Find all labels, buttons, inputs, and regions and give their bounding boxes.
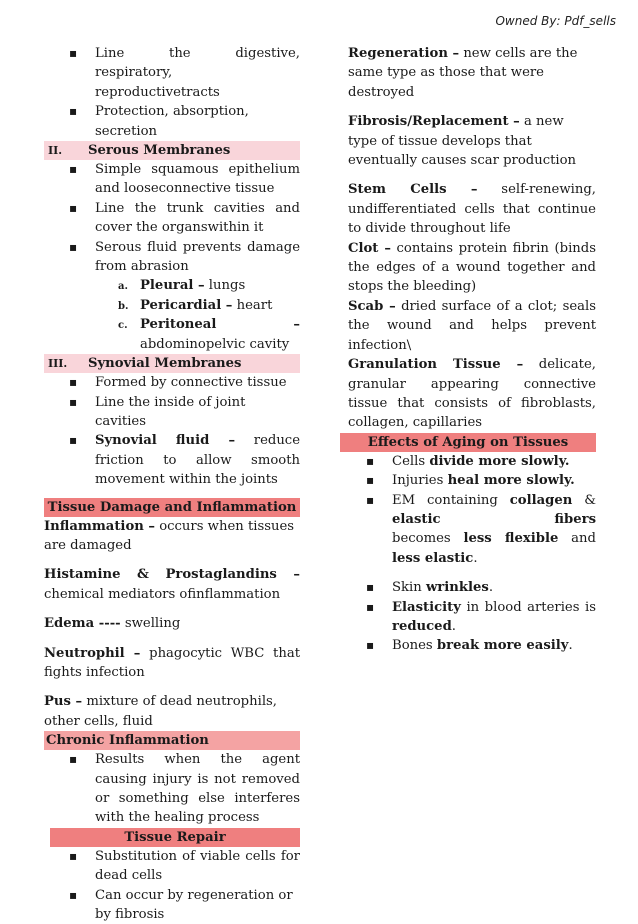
term: Stem Cells – [348,182,478,198]
term: Neutrophil – [44,645,141,661]
text: becomes [392,531,451,547]
emphasis: divide more slowly. [429,453,570,469]
definition: swelling [124,616,181,632]
term: Scab – [348,298,396,314]
definition: self-renewing, undifferentiated cells that continue to divide throughout life [348,182,596,237]
list-item: ▪ Simple squamous epithelium and looseconnective tissue [44,160,300,199]
sub-item-pleural [44,276,300,295]
list-item [348,491,596,569]
text: Bones [392,638,433,654]
text: Skin [392,580,422,596]
definition: chemical mediators ofinflammation [44,586,281,602]
section-header-aging: Effects of Aging on Tissues [340,433,596,452]
emphasis: heal more slowly. [447,473,575,489]
definition-histamine [44,565,300,604]
definition-fibrosis [348,112,596,170]
definition: reduce friction to allow smooth movement within the joints [95,433,300,488]
section-header-synovial [44,354,300,373]
definition-pus [44,692,300,731]
text: . [568,638,573,654]
emphasis: less elastic [392,550,474,566]
list-item: ▪ Line the trunk cavities and cover the organswithin it [44,199,300,238]
term: Peritoneal [140,317,217,333]
text: in blood arteries is [466,599,596,615]
section-header-chronic: Chronic Inflammation [44,731,300,750]
left-column [44,44,300,924]
emphasis: elastic fibers [392,511,596,527]
term: Edema ---- [44,616,121,632]
owner-watermark: Owned By: Pdf_sells [495,14,616,28]
list-item-synovial-fluid [44,431,300,489]
section-number: III. [48,357,68,371]
definition: dried surface of a clot; seals the wound and helps prevent infection\ [348,298,596,353]
sub-item-pericardial [44,296,300,315]
definition-inflammation [44,517,300,556]
section-title: Serous Membranes [88,143,231,159]
list-item [348,452,596,471]
text: . [451,618,456,634]
text: and [571,531,596,547]
text: . [473,550,478,566]
right-column [348,44,596,656]
sub-item-peritoneal [44,315,300,354]
definition: contains protein fibrin (binds the edges of a wound together and stops the bleeding) [348,240,596,295]
section-title: Synovial Membranes [88,356,242,372]
text: Injuries [392,473,444,489]
text: & [584,492,596,508]
list-item [348,471,596,490]
emphasis: reduced [392,618,452,634]
sub-letter: c. [118,320,128,332]
list-item: ▪ Line the inside of joint cavities [44,393,300,432]
emphasis: Elasticity [392,599,461,615]
definition-regeneration [348,44,596,102]
emphasis: collagen [509,492,573,508]
definition-clot [348,239,596,297]
term: Clot – [348,240,391,256]
definition: delicate, granular appearing connective tissue that consists of fibroblasts, collagen, capillaries [348,357,596,431]
definition: mixture of dead neutrophils, other cells, fluid [44,694,277,729]
emphasis: less flexible [463,531,559,547]
term: Inflammation – [44,518,156,534]
definition: heart [236,297,273,313]
list-item [348,636,596,655]
list-item: ▪ Can occur by regeneration or by fibrosis [44,886,300,924]
definition: a new type of tissue develops that eventually causes scar production [348,114,577,169]
emphasis: break more easily [436,638,569,654]
definition-scab [348,297,596,355]
definition: abdominopelvic cavity [140,336,290,352]
definition-edema [44,614,300,633]
list-item: ▪ Line the digestive, respiratory, reproductivetracts [44,44,300,102]
definition-stem-cells [348,180,596,238]
term: Pleural – [140,278,205,294]
emphasis: wrinkles [425,580,489,596]
sub-letter: b. [118,300,129,312]
definition: new cells are the same type as those that were destroyed [348,46,578,100]
term: Pericardial – [140,297,233,313]
text: . [488,580,494,596]
text: Cells [392,453,426,469]
section-header-repair: Tissue Repair [50,828,300,847]
term: Pus – [44,694,83,710]
list-item: ▪ Formed by connective tissue [44,373,300,392]
term: Histamine & Prostaglandins – [44,567,300,583]
section-number: II. [48,144,63,158]
list-item: ▪ Results when the agent causing injury is not removed or something else interferes with the healing process [44,750,300,828]
section-header-damage: Tissue Damage and Inflammation [44,498,300,517]
list-item: ▪ Protection, absorption, secretion [44,102,300,141]
term: Fibrosis/Replacement – [348,114,520,130]
dash: – [293,317,300,333]
sub-letter: a. [118,281,128,293]
term: Granulation Tissue – [348,357,524,373]
list-item [348,598,596,637]
definition: lungs [208,278,246,294]
section-header-serous [44,141,300,160]
term: Synovial fluid – [95,433,236,449]
definition-granulation [348,355,596,433]
definition: phagocytic WBC that fights infection [44,645,300,680]
definition-neutrophil [44,644,300,683]
list-item: ▪ Serous fluid prevents damage from abrasion [44,238,300,277]
term: Regeneration – [348,46,460,61]
list-item [348,578,596,597]
list-item: ▪ Substitution of viable cells for dead cells [44,847,300,886]
definition: occurs when tissues are damaged [44,518,295,553]
text: EM containing [392,492,498,508]
